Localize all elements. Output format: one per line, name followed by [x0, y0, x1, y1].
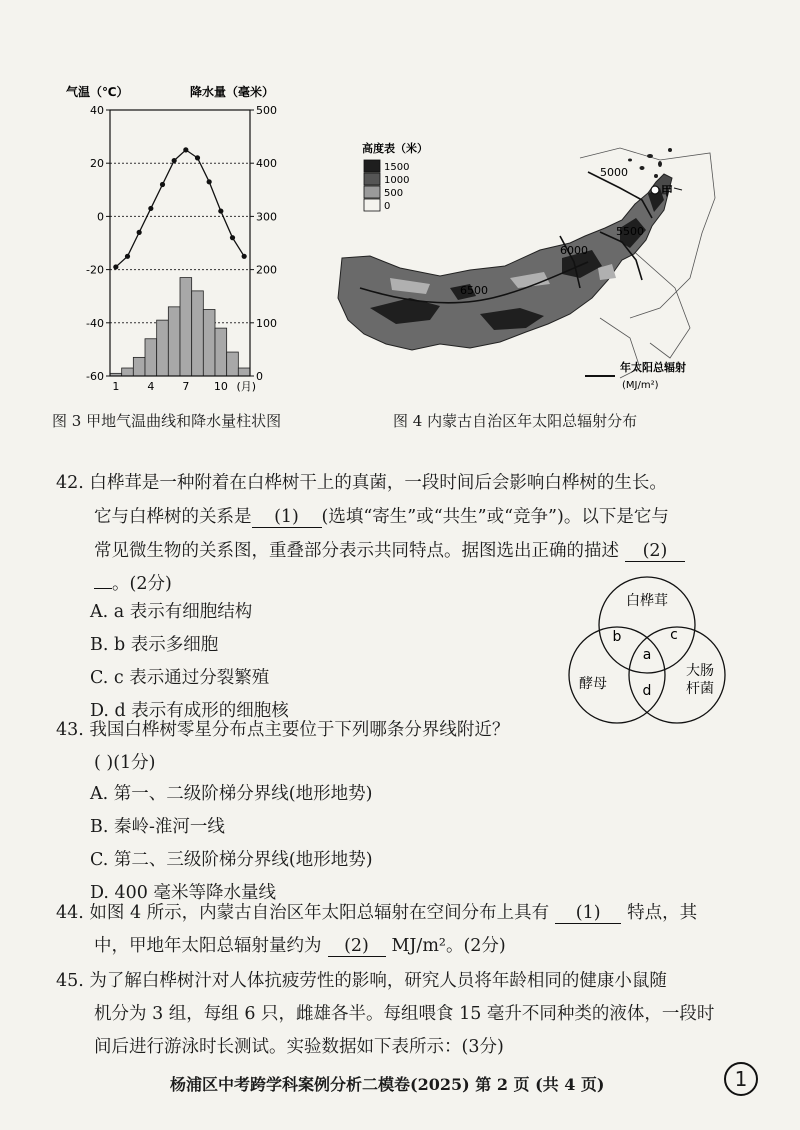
- q42-option-b[interactable]: B. b 表示多细胞: [90, 635, 219, 655]
- q45-line3: 间后进行游泳时长测试。实验数据如下表所示：(3分): [94, 1037, 504, 1057]
- precip-bar-2: [122, 368, 134, 376]
- venn-label-right-2: 杆菌: [686, 681, 714, 697]
- temp-point-5: [160, 182, 165, 187]
- q42-option-d[interactable]: D. d 表示有成形的细胞核: [90, 701, 289, 721]
- q42-line1: 42. 白桦茸是一种附着在白桦树干上的真菌，一段时间后会影响白桦树的生长。: [56, 473, 667, 493]
- q44-blank1[interactable]: (1): [555, 905, 621, 924]
- temp-point-4: [148, 206, 153, 211]
- q42-blank2[interactable]: (2): [625, 543, 685, 562]
- q43-option-a[interactable]: A. 第一、二级阶梯分界线(地形地势): [90, 784, 373, 804]
- precip-bar-6: [168, 307, 180, 376]
- isoline-label-5000: 5000: [600, 166, 628, 179]
- precip-bar-7: [180, 278, 192, 376]
- radiation-legend-label: 年太阳总辐射: [620, 361, 686, 374]
- legend-swatch: [364, 199, 380, 211]
- q45-line1: 45. 为了解白桦树汁对人体抗疲劳性的影响，研究人员将年龄相同的健康小鼠随: [56, 971, 667, 991]
- precip-bar-3: [133, 357, 145, 376]
- page-footer: 杨浦区中考跨学科案例分析二模卷(2025) 第 2 页 (共 4 页): [170, 1075, 605, 1094]
- temp-tick-label: -60: [86, 370, 104, 383]
- precip-tick-label: 0: [256, 370, 263, 383]
- q42-option-c[interactable]: C. c 表示通过分裂繁殖: [90, 668, 270, 688]
- isoline-label-6500: 6500: [460, 284, 488, 297]
- temp-tick-label: 40: [90, 104, 104, 117]
- precip-tick-label: 100: [256, 316, 277, 330]
- temp-tick-label: -40: [86, 316, 104, 330]
- x-tick-label: 7: [182, 380, 190, 393]
- q42-option-a[interactable]: A. a 表示有细胞结构: [90, 602, 253, 622]
- q43-option-b[interactable]: B. 秦岭-淮河一线: [90, 817, 225, 837]
- temp-tick-label: -20: [86, 263, 104, 277]
- temp-point-1: [113, 264, 118, 269]
- q44-line1: [56, 905, 697, 924]
- climate-chart: [60, 80, 290, 400]
- marker-jia-dot: [651, 186, 659, 194]
- precip-tick-label: 500: [256, 104, 277, 117]
- q43-option-d[interactable]: D. 400 毫米等降水量线: [90, 883, 276, 903]
- q44-line2: [94, 938, 506, 957]
- temp-tick-label: 20: [90, 157, 104, 171]
- altitude-legend: [364, 160, 409, 212]
- temp-point-10: [218, 208, 223, 213]
- x-tick-label: 10: [213, 380, 228, 393]
- precip-bar-5: [157, 320, 169, 376]
- legend-swatch: [364, 186, 380, 198]
- q44-line2-b: MJ/m²。(2分): [391, 936, 506, 956]
- q42-line4: [94, 576, 172, 594]
- temp-point-3: [137, 230, 142, 235]
- figure3-caption: 图 3 甲地气温曲线和降水量柱状图: [52, 412, 282, 430]
- venn-label-left: 酵母: [579, 676, 607, 692]
- legend-swatch: [364, 173, 380, 185]
- temp-point-9: [207, 179, 212, 184]
- q43-line1: 43. 我国白桦树零星分布点主要位于下列哪条分界线附近？: [56, 720, 510, 740]
- temperature-line: [116, 150, 244, 267]
- inner-mongolia-map: [330, 138, 720, 400]
- venn-region-d: d: [642, 683, 652, 699]
- q42-line4-text: 。(2分): [112, 574, 172, 594]
- legend-swatch: [364, 160, 380, 172]
- legend-title: 高度表（米）: [362, 142, 428, 155]
- temp-point-12: [242, 254, 247, 259]
- precip-bar-12: [238, 368, 250, 376]
- legend-label: 1000: [384, 175, 410, 186]
- precip-bar-4: [145, 339, 157, 376]
- q45-line2: 机分为 3 组，每组 6 只，雌雄各半。每组喂食 15 毫升不同种类的液体，一段时: [94, 1004, 715, 1024]
- q42-line3-a: 常见微生物的关系图，重叠部分表示共同特点。据图选出正确的描述: [94, 541, 619, 561]
- q42-line2-b: (选填“寄生”或“共生”或“竞争”)。以下是它与: [321, 507, 669, 527]
- q42-blank1[interactable]: (1): [252, 509, 322, 528]
- venn-region-b: b: [612, 629, 622, 645]
- q44-line1-a: 44. 如图 4 所示，内蒙古自治区年太阳总辐射在空间分布上具有: [56, 903, 550, 923]
- legend-label: 1500: [384, 162, 410, 173]
- precip-tick-label: 300: [256, 210, 277, 224]
- figure4-caption: 图 4 内蒙古自治区年太阳总辐射分布: [393, 412, 638, 430]
- marker-arrow: [674, 188, 682, 190]
- temp-point-8: [195, 155, 200, 160]
- q44-line2-a: 中，甲地年太阳总辐射量约为: [94, 936, 322, 956]
- page-circle-mark: 1: [724, 1062, 758, 1096]
- isoline-label-6000: 6000: [560, 244, 588, 257]
- temp-point-7: [183, 147, 188, 152]
- x-tick-label: 4: [147, 380, 155, 393]
- venn-label-right-1: 大肠: [686, 663, 714, 679]
- q42-blank2-cont: [94, 588, 112, 589]
- precip-bar-9: [203, 310, 215, 377]
- q42-line2-a: 它与白桦树的关系是: [94, 507, 252, 527]
- x-tick-label: 1: [112, 380, 120, 393]
- temp-point-2: [125, 254, 130, 259]
- precip-bar-10: [215, 328, 227, 376]
- x-axis-unit: (月): [236, 380, 257, 393]
- legend-label: 500: [384, 188, 404, 199]
- temp-tick-label: 0: [97, 210, 104, 224]
- precip-bar-8: [192, 291, 204, 376]
- legend-label: 0: [384, 201, 391, 212]
- radiation-legend-unit: (MJ/m²): [622, 380, 659, 391]
- venn-label-top: 白桦茸: [626, 593, 668, 609]
- isoline-label-5500: 5500: [616, 225, 644, 238]
- q44-line1-b: 特点，其: [627, 903, 698, 923]
- temp-point-11: [230, 235, 235, 240]
- venn-region-a: a: [642, 647, 652, 663]
- precip-tick-label: 400: [256, 157, 277, 171]
- precip-bar-11: [227, 352, 239, 376]
- temp-axis-label: 气温（℃）: [66, 85, 129, 99]
- q42-line3: [94, 543, 685, 562]
- q43-option-c[interactable]: C. 第二、三级阶梯分界线(地形地势): [90, 850, 373, 870]
- q42-line2: [94, 509, 669, 528]
- precip-tick-label: 200: [256, 263, 277, 277]
- temp-point-6: [172, 158, 177, 163]
- marker-jia-label: 甲: [661, 184, 674, 198]
- venn-diagram: [560, 575, 740, 725]
- q43-answer-blank[interactable]: ( )(1分): [94, 753, 156, 773]
- q44-blank2[interactable]: (2): [328, 938, 386, 957]
- venn-region-c: c: [670, 627, 678, 643]
- precip-axis-label: 降水量（毫米）: [190, 85, 275, 99]
